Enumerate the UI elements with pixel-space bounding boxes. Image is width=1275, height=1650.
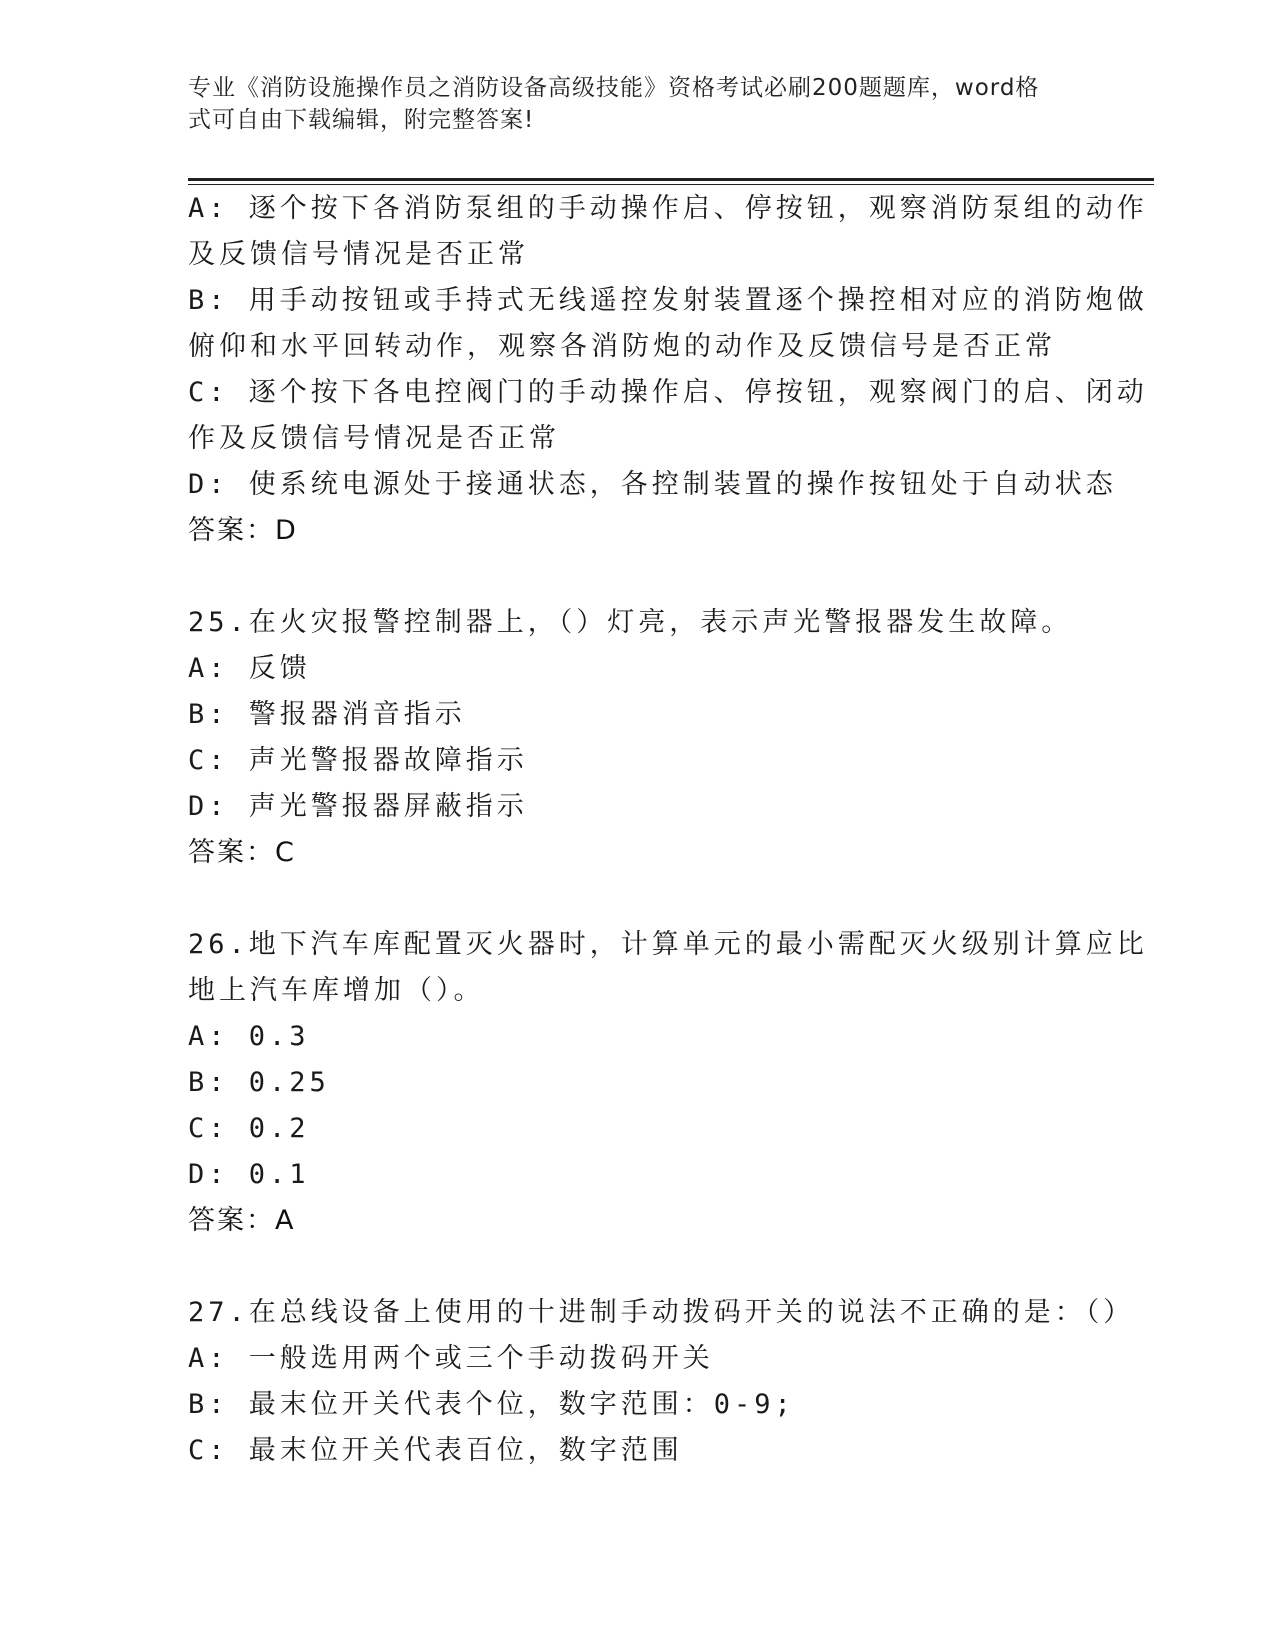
header-line-2: 式可自由下载编辑，附完整答案!: [188, 107, 535, 133]
option-b: B: 最末位开关代表个位，数字范围：0-9;: [188, 1389, 795, 1420]
question-text-line-1: 26.地下汽车库配置灭火器时，计算单元的最小需配灭火级别计算应比: [188, 929, 1148, 960]
option-c: C: 最末位开关代表百位，数字范围: [188, 1435, 683, 1466]
header-line-1: 专业《消防设施操作员之消防设备高级技能》资格考试必刷200题题库，word格: [188, 75, 1040, 101]
question-24-block: [188, 186, 1148, 554]
option-c-line-2: 作及反馈信号情况是否正常: [188, 423, 560, 454]
option-d: D: 声光警报器屏蔽指示: [188, 791, 528, 822]
question-text: 27.在总线设备上使用的十进制手动拨码开关的说法不正确的是：（）: [188, 1297, 1135, 1328]
spacer: [188, 876, 1088, 922]
option-b: B: 0.25: [188, 1067, 330, 1098]
option-b: B: 警报器消音指示: [188, 699, 466, 730]
option-a-line-1: A: 逐个按下各消防泵组的手动操作启、停按钮，观察消防泵组的动作: [188, 193, 1148, 224]
option-b-line-2: 俯仰和水平回转动作，观察各消防炮的动作及反馈信号是否正常: [188, 331, 1056, 362]
question-text-line-2: 地上汽车库增加（）。: [188, 975, 485, 1006]
option-a: A: 0.3: [188, 1021, 310, 1052]
option-d: D: 使系统电源处于接通状态，各控制装置的操作按钮处于自动状态: [188, 469, 1117, 500]
answer-line: 答案：C: [188, 837, 296, 868]
document-header: [188, 72, 1068, 136]
option-b-line-1: B: 用手动按钮或手持式无线遥控发射装置逐个操控相对应的消防炮做: [188, 285, 1148, 316]
header-divider-thin: [188, 184, 1154, 185]
spacer: [188, 554, 1088, 600]
option-a: A: 一般选用两个或三个手动拨码开关: [188, 1343, 714, 1374]
header-divider-thick: [188, 178, 1154, 181]
option-a: A: 反馈: [188, 653, 311, 684]
question-text: 25.在火灾报警控制器上，（）灯亮，表示声光警报器发生故障。: [188, 607, 1073, 638]
question-27-block: [188, 1290, 1135, 1474]
option-d: D: 0.1: [188, 1159, 310, 1190]
question-list: [188, 186, 1148, 1474]
option-a-line-2: 及反馈信号情况是否正常: [188, 239, 529, 270]
option-c: C: 0.2: [188, 1113, 310, 1144]
answer-line: 答案：A: [188, 1205, 296, 1236]
answer-line: 答案：D: [188, 515, 298, 546]
option-c-line-1: C: 逐个按下各电控阀门的手动操作启、停按钮，观察阀门的启、闭动: [188, 377, 1148, 408]
spacer: [188, 1244, 1088, 1290]
option-c: C: 声光警报器故障指示: [188, 745, 528, 776]
question-25-block: [188, 600, 1088, 876]
question-26-block: [188, 922, 1148, 1244]
